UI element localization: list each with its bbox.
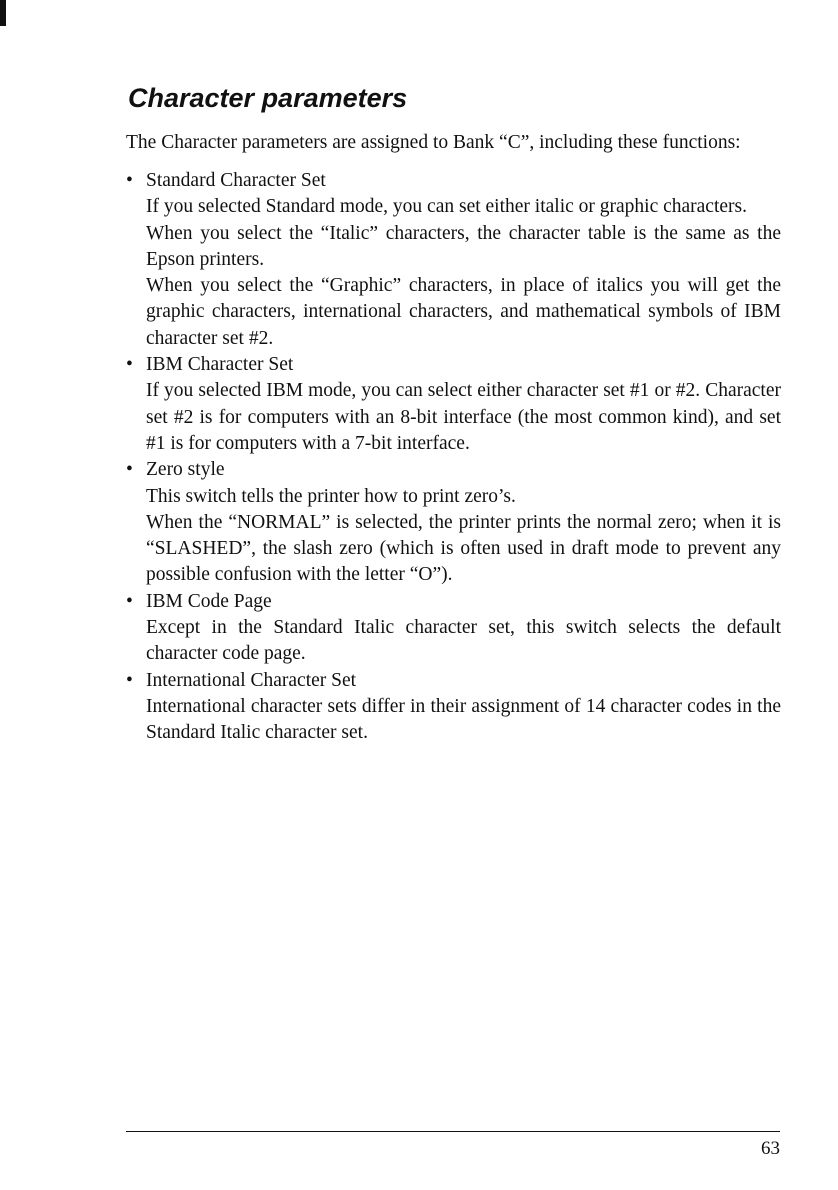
section-heading: Character parameters [128,83,408,113]
bullet-icon: • [126,170,133,191]
bullet-icon: • [126,459,133,481]
list-item [126,352,781,457]
list-item [126,589,781,668]
document-page [126,80,781,747]
intro-paragraph: The Character parameters are assigned to Bank “C”, including these functions: [126,132,741,153]
item-title: Zero style [146,459,225,481]
bullet-icon: • [126,354,133,376]
item-paragraph: When you select the “Italic” characters, the character table is the same as the Epson printers. [146,222,781,270]
item-title: International Character Set [146,669,357,691]
item-paragraph: This switch tells the printer how to print zero’s. [146,485,516,507]
list-item [126,168,781,352]
parameter-list [126,168,781,747]
bullet-icon: • [126,590,133,612]
item-paragraph: If you selected IBM mode, you can select either character set #1 or #2. Character set #2 is for computers with an 8-bit interface (the most common kind), and set #1 is for computers with a 7-bit interface. [146,380,781,454]
item-paragraph: International character sets differ in their assignment of 14 character codes in the Standard Italic character set. [146,695,781,744]
item-paragraph: If you selected Standard mode, you can set either italic or graphic characters. [146,196,747,218]
list-item [126,668,781,747]
scan-corner-mark [0,0,6,26]
list-item [126,457,781,588]
footer-rule [126,1131,780,1132]
item-paragraph: When the “NORMAL” is selected, the printer prints the normal zero; when it is “SLASHED”, the slash zero (which is often used in draft mode to prevent any possible confusion with the letter “O”). [146,511,781,586]
item-paragraph: When you select the “Graphic” characters, in place of italics you will get the graphic characters, international characters, and mathematical symbols of IBM character set #2. [146,275,781,349]
item-paragraph: Except in the Standard Italic character set, this switch selects the default character code page. [146,617,781,665]
bullet-icon: • [126,669,133,691]
item-title: IBM Character Set [146,354,294,376]
item-title: IBM Code Page [146,590,272,612]
item-title: Standard Character Set [146,170,326,191]
page-number: 63 [761,1138,780,1159]
